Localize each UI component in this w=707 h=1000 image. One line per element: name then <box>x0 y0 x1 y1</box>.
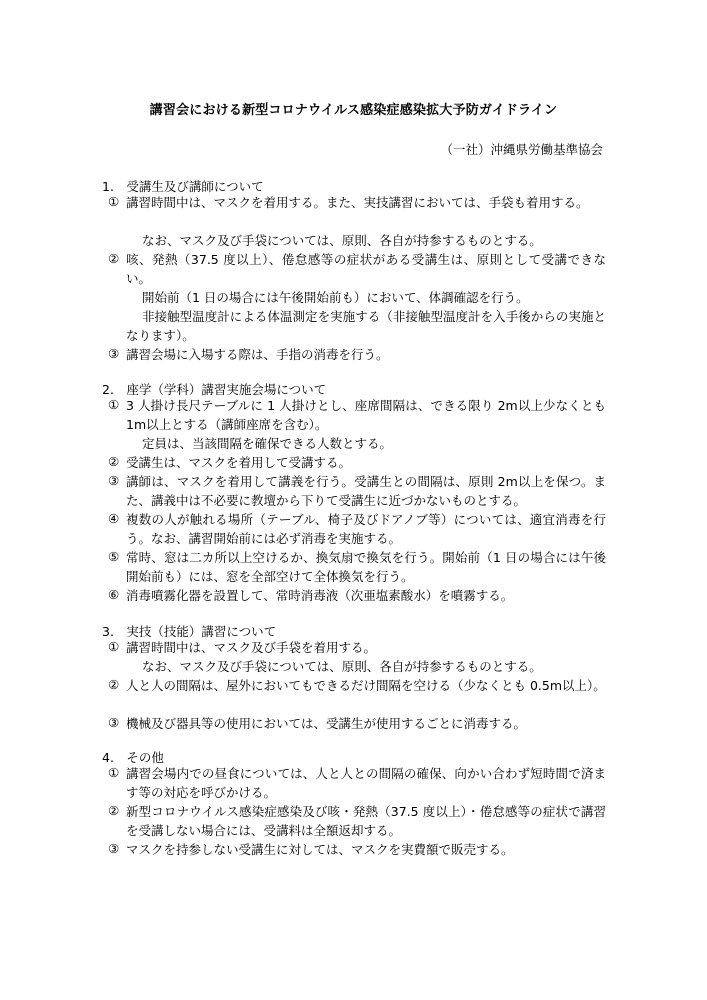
item-number: ③ <box>108 841 120 856</box>
item-note: なお、マスク及び手袋については、原則、各自が持参するものとする。 <box>142 659 542 674</box>
item-number: ② <box>108 251 120 266</box>
section-heading: 4. その他 <box>102 750 164 765</box>
item-number: ① <box>108 765 120 780</box>
item-text: 人と人の間隔は、屋外においてもできるだけ間隔を空ける（少なくとも 0.5m以上）。 <box>126 678 606 693</box>
item-note: 開始前（1 日の場合には午後開始前も）において、体調確認を行う。 <box>142 290 529 305</box>
item-number: ⑥ <box>108 587 120 602</box>
item-text: 機械及び器具等の使用においては、受講生が使用するごとに消毒する。 <box>126 716 527 731</box>
item-note: 非接触型温度計による体温測定を実施する（非接触型温度計を入手後からの実施となります）。 <box>126 309 606 343</box>
item-text: 新型コロナウイルス感染症感染及び咳・発熱（37.5 度以上）・倦怠感等の症状で講習を受講しない場合には、受講料は全額返却する。 <box>126 804 606 838</box>
item-number: ③ <box>108 473 120 488</box>
item-text: 講習時間中は、マスク及び手袋を着用する。 <box>126 640 377 655</box>
item-number: ① <box>108 397 120 412</box>
item-number: ② <box>108 803 120 818</box>
item-text: 複数の人が触れる場所（テーブル、椅子及びドアノブ等）については、適宜消毒を行う。なお、講習開始前には必ず消毒を実施する。 <box>126 512 606 546</box>
organization-name: （一社）沖縄県労働基準協会 <box>440 142 603 157</box>
item-text: マスクを持参しない受講生に対しては、マスクを実費額で販売する。 <box>126 842 514 857</box>
item-note: なお、マスク及び手袋については、原則、各自が持参するものとする。 <box>142 233 542 248</box>
section-heading: 2. 座学（学科）講習実施会場について <box>102 382 327 397</box>
item-text: 講習会場内での昼食については、人と人との間隔の確保、向かい合わず短時間で済ます等の対応を呼びかける。 <box>126 766 606 800</box>
item-number: ① <box>108 639 120 654</box>
document-title: 講習会における新型コロナウイルス感染症感染拡大予防ガイドライン <box>149 103 558 118</box>
section-heading: 3. 実技（技能）講習について <box>102 624 277 639</box>
item-number: ① <box>108 194 120 209</box>
item-number: ③ <box>108 715 120 730</box>
item-text: 常時、窓は二カ所以上空けるか、換気扇で換気を行う。開始前（1 日の場合には午後開始前も）には、窓を全部空けて全体換気を行う。 <box>126 550 606 584</box>
item-text: 講師は、マスクを着用して講義を行う。受講生との間隔は、原則 2m以上を保つ。また、講義中は不必要に教壇から下りて受講生に近づかないものとする。 <box>126 474 606 508</box>
item-number: ⑤ <box>108 549 120 564</box>
item-text: 咳、発熱（37.5 度以上）、倦怠感等の症状がある受講生は、原則として受講できない。 <box>126 252 606 286</box>
item-text: 消毒噴霧化器を設置して、常時消毒液（次亜塩素酸水）を噴霧する。 <box>126 588 514 603</box>
item-number: ④ <box>108 511 120 526</box>
section-heading: 1. 受講生及び講師について <box>102 179 264 194</box>
item-note: 定員は、当該間隔を確保できる人数とする。 <box>142 436 393 451</box>
item-text: 講習会場に入場する際は、手指の消毒を行う。 <box>126 347 389 362</box>
item-number: ③ <box>108 346 120 361</box>
item-number: ② <box>108 677 120 692</box>
item-text: 受講生は、マスクを着用して受講する。 <box>126 455 352 470</box>
item-text: 3 人掛け長尺テーブルに 1 人掛けとし、座席間隔は、できる限り 2m以上少なくとも 1m以上とする（講師座席を含む）。 <box>126 398 606 432</box>
item-number: ② <box>108 454 120 469</box>
item-text: 講習時間中は、マスクを着用する。また、実技講習においては、手袋も着用する。 <box>126 195 589 210</box>
